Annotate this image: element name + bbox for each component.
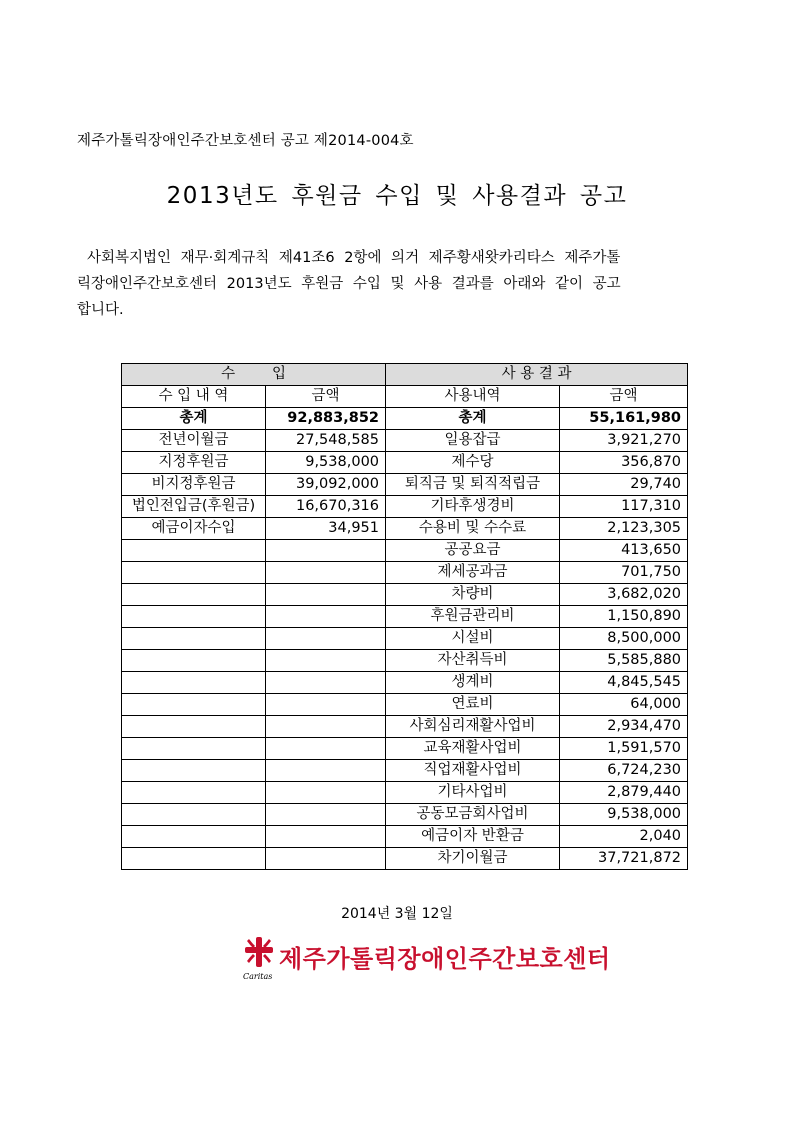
income-amount-cell (266, 628, 386, 650)
income-header: 수 입 (122, 364, 386, 386)
issue-date: 2014년 3월 12일 (341, 906, 453, 922)
income-amount-cell: 9,538,000 (266, 452, 386, 474)
organization-logo (243, 935, 611, 983)
income-amount-cell (266, 738, 386, 760)
expense-total-label: 총계 (386, 408, 560, 430)
income-item-header: 수 입 내 역 (122, 386, 266, 408)
table-row (122, 848, 688, 870)
expense-item-cell: 생계비 (386, 672, 560, 694)
expense-item-header: 사용내역 (386, 386, 560, 408)
income-amount-cell (266, 672, 386, 694)
expense-amount-cell: 701,750 (560, 562, 688, 584)
table-row (122, 738, 688, 760)
income-amount-cell (266, 848, 386, 870)
expense-amount-header: 금액 (560, 386, 688, 408)
expense-amount-cell: 64,000 (560, 694, 688, 716)
expense-item-cell: 제수당 (386, 452, 560, 474)
table-row (122, 518, 688, 540)
expense-amount-cell: 29,740 (560, 474, 688, 496)
expense-amount-cell: 117,310 (560, 496, 688, 518)
income-amount-cell: 27,548,585 (266, 430, 386, 452)
expense-amount-cell: 9,538,000 (560, 804, 688, 826)
expense-amount-cell: 2,879,440 (560, 782, 688, 804)
expense-item-cell: 제세공과금 (386, 562, 560, 584)
income-expense-table (121, 363, 688, 870)
body-line: 합니다. (77, 302, 124, 318)
table-row (122, 474, 688, 496)
income-amount-cell: 39,092,000 (266, 474, 386, 496)
income-amount-cell (266, 804, 386, 826)
income-item-cell (122, 760, 266, 782)
income-amount-cell (266, 650, 386, 672)
table-row (122, 760, 688, 782)
expense-item-cell: 후원금관리비 (386, 606, 560, 628)
table-row (122, 540, 688, 562)
expense-amount-cell: 8,500,000 (560, 628, 688, 650)
expense-item-cell: 사회심리재활사업비 (386, 716, 560, 738)
expense-amount-cell: 2,934,470 (560, 716, 688, 738)
body-line: 사회복지법인 재무·회계규칙 제41조6 2항에 의거 제주황새왓카리타스 제주가톨 (87, 250, 621, 266)
income-amount-cell (266, 606, 386, 628)
expense-header: 사 용 결 과 (386, 364, 688, 386)
income-amount-cell (266, 540, 386, 562)
caritas-cross-icon (243, 935, 275, 983)
expense-amount-cell: 37,721,872 (560, 848, 688, 870)
income-total-label: 총계 (122, 408, 266, 430)
income-item-cell (122, 584, 266, 606)
income-item-cell (122, 628, 266, 650)
expense-amount-cell: 2,040 (560, 826, 688, 848)
income-item-cell: 비지정후원금 (122, 474, 266, 496)
table-row (122, 804, 688, 826)
table-row (122, 606, 688, 628)
income-item-cell (122, 804, 266, 826)
expense-item-cell: 연료비 (386, 694, 560, 716)
expense-item-cell: 일용잡급 (386, 430, 560, 452)
income-item-cell (122, 672, 266, 694)
income-amount-cell (266, 584, 386, 606)
income-item-cell: 지정후원금 (122, 452, 266, 474)
expense-item-cell: 자산취득비 (386, 650, 560, 672)
income-amount-header: 금액 (266, 386, 386, 408)
income-total-amount: 92,883,852 (266, 408, 386, 430)
page-title: 2013년도 후원금 수입 및 사용결과 공고 (166, 183, 628, 209)
income-amount-cell (266, 782, 386, 804)
table-row (122, 584, 688, 606)
table-row (122, 496, 688, 518)
income-amount-cell (266, 562, 386, 584)
expense-amount-cell: 5,585,880 (560, 650, 688, 672)
table-subheader-row (122, 386, 688, 408)
expense-amount-cell: 6,724,230 (560, 760, 688, 782)
expense-total-amount: 55,161,980 (560, 408, 688, 430)
expense-item-cell: 퇴직금 및 퇴직적립금 (386, 474, 560, 496)
table-header-row (122, 364, 688, 386)
expense-amount-cell: 3,682,020 (560, 584, 688, 606)
expense-amount-cell: 1,150,890 (560, 606, 688, 628)
organization-name: 제주가톨릭장애인주간보호센터 (279, 944, 611, 973)
income-amount-cell: 34,951 (266, 518, 386, 540)
expense-amount-cell: 356,870 (560, 452, 688, 474)
expense-amount-cell: 413,650 (560, 540, 688, 562)
income-amount-cell (266, 760, 386, 782)
income-item-cell (122, 716, 266, 738)
table-row (122, 562, 688, 584)
income-item-cell (122, 738, 266, 760)
expense-item-cell: 시설비 (386, 628, 560, 650)
table-row (122, 826, 688, 848)
income-item-cell (122, 606, 266, 628)
income-amount-cell: 16,670,316 (266, 496, 386, 518)
expense-item-cell: 예금이자 반환금 (386, 826, 560, 848)
table-row (122, 672, 688, 694)
income-item-cell (122, 562, 266, 584)
expense-amount-cell: 2,123,305 (560, 518, 688, 540)
caritas-wordmark: Caritas (243, 972, 273, 981)
income-item-cell: 전년이월금 (122, 430, 266, 452)
table-row (122, 650, 688, 672)
expense-item-cell: 차량비 (386, 584, 560, 606)
income-item-cell: 예금이자수입 (122, 518, 266, 540)
table-row (122, 716, 688, 738)
expense-item-cell: 공동모금회사업비 (386, 804, 560, 826)
income-item-cell (122, 782, 266, 804)
income-amount-cell (266, 694, 386, 716)
expense-amount-cell: 3,921,270 (560, 430, 688, 452)
expense-item-cell: 교육재활사업비 (386, 738, 560, 760)
body-paragraph (77, 245, 717, 323)
body-line: 릭장애인주간보호센터 2013년도 후원금 수입 및 사용 결과를 아래와 같이 공고 (77, 276, 621, 292)
total-row (122, 408, 688, 430)
income-item-cell (122, 826, 266, 848)
table-row (122, 452, 688, 474)
expense-item-cell: 기타후생경비 (386, 496, 560, 518)
income-item-cell (122, 540, 266, 562)
table-row (122, 430, 688, 452)
expense-amount-cell: 4,845,545 (560, 672, 688, 694)
income-item-cell (122, 694, 266, 716)
expense-item-cell: 직업재활사업비 (386, 760, 560, 782)
income-item-cell (122, 848, 266, 870)
income-item-cell (122, 650, 266, 672)
income-amount-cell (266, 716, 386, 738)
table-row (122, 694, 688, 716)
expense-item-cell: 차기이월금 (386, 848, 560, 870)
income-item-cell: 법인전입금(후원금) (122, 496, 266, 518)
table-row (122, 782, 688, 804)
expense-item-cell: 기타사업비 (386, 782, 560, 804)
notice-number: 제주가톨릭장애인주간보호센터 공고 제2014-004호 (77, 133, 414, 149)
expense-amount-cell: 1,591,570 (560, 738, 688, 760)
income-amount-cell (266, 826, 386, 848)
table-row (122, 628, 688, 650)
expense-item-cell: 수용비 및 수수료 (386, 518, 560, 540)
expense-item-cell: 공공요금 (386, 540, 560, 562)
